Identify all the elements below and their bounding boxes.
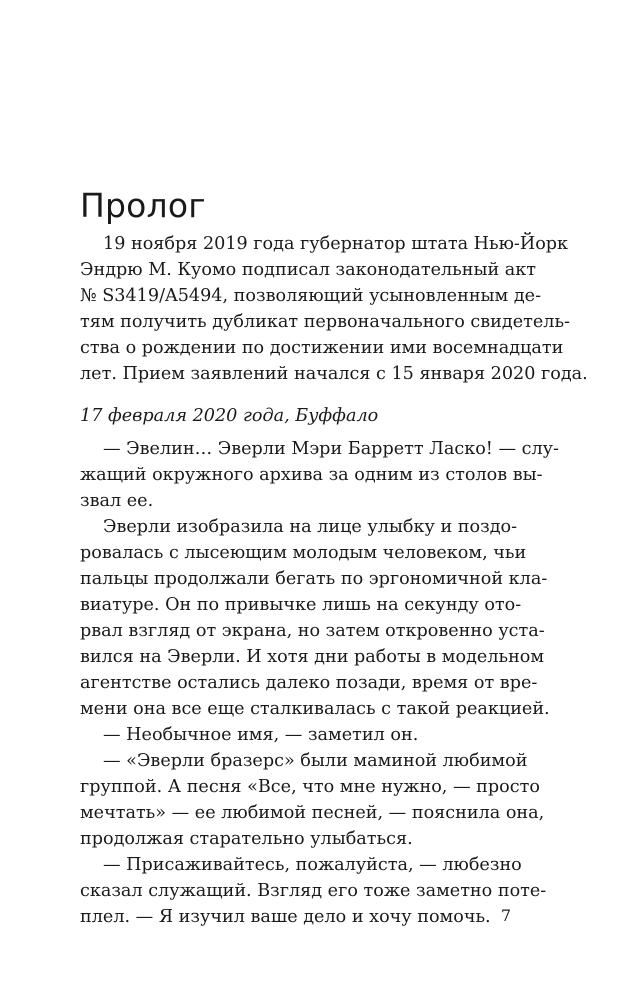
text-line: 19 ноября 2019 года губернатор штата Нью-Йорк [103, 234, 569, 254]
text-line: рвал взгляд от экрана, но затем откровенно уста- [80, 621, 545, 641]
text-line: № S3419/A5494, позволяющий усыновленным де- [80, 286, 542, 306]
text-line: — Необычное имя, — заметил он. [103, 725, 419, 745]
text-line: ства о рождении по достижении ими восемнадцати [80, 338, 564, 358]
text-line: — «Эверли бразерс» были маминой любимой [103, 751, 528, 771]
text-line: продолжая старательно улыбаться. [80, 829, 413, 849]
text-line: жащий окружного архива за одним из столов вы- [80, 465, 543, 485]
text-line: агентстве остались далеко позади, время от вре- [80, 673, 538, 693]
text-line: мечтать» — ее любимой песней, — пояснила она, [80, 803, 545, 823]
text-line: плел. — Я изучил ваше дело и хочу помочь. [80, 907, 491, 927]
text-line: звал ее. [80, 491, 154, 511]
text-line: сказал служащий. Взгляд его тоже заметно поте- [80, 881, 547, 901]
dateline: 17 февраля 2020 года, Буффало [80, 406, 379, 426]
text-line: тям получить дубликат первоначального свидетель- [80, 312, 570, 332]
chapter-title: Пролог [80, 186, 206, 225]
text-line: Эндрю М. Куомо подписал законодательный акт [80, 260, 537, 280]
text-line: мени она все еще сталкивалась с такой реакцией. [80, 699, 550, 719]
text-line: — Эвелин… Эверли Мэри Барретт Ласко! — слу- [103, 439, 559, 459]
text-line: Эверли изобразила на лице улыбку и поздо- [103, 517, 518, 537]
text-line: ровалась с лысеющим молодым человеком, чьи [80, 543, 527, 563]
text-line: лет. Прием заявлений начался с 15 января 2020 года. [80, 364, 588, 384]
page-number: 7 [500, 906, 511, 925]
text-line: вился на Эверли. И хотя дни работы в модельном [80, 647, 545, 667]
text-line: — Присаживайтесь, пожалуйста, — любезно [103, 855, 522, 875]
text-line: пальцы продолжали бегать по эргономичной кла- [80, 569, 548, 589]
text-line: виатуре. Он по привычке лишь на секунду ото- [80, 595, 522, 615]
text-line: группой. А песня «Все, что мне нужно, — просто [80, 777, 540, 797]
